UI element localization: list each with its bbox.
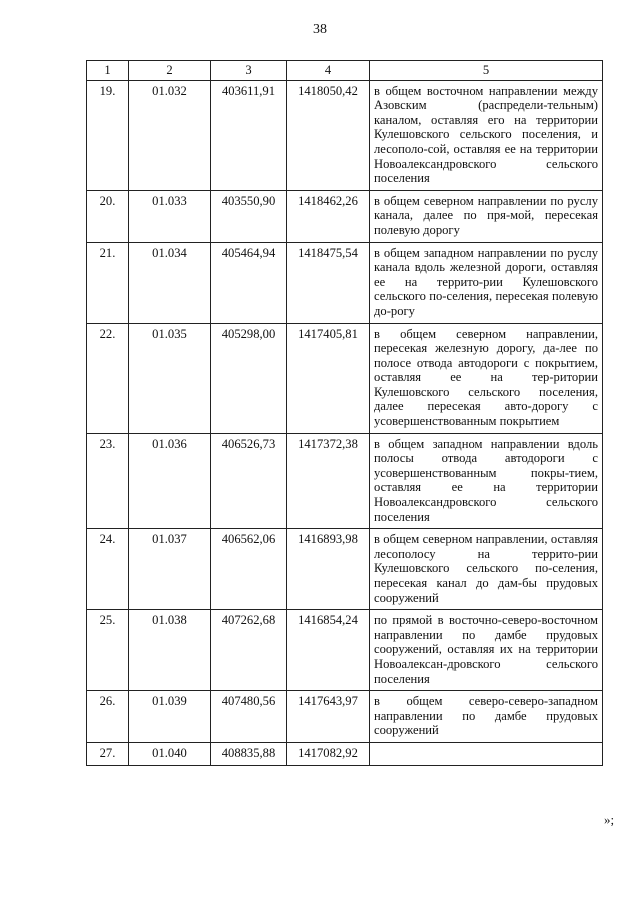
table-row — [87, 323, 603, 433]
row-number: 21. — [87, 242, 129, 323]
point-code: 01.040 — [129, 742, 211, 765]
point-code: 01.032 — [129, 80, 211, 190]
row-number: 25. — [87, 610, 129, 691]
row-number: 22. — [87, 323, 129, 433]
column-header-1: 1 — [87, 61, 129, 81]
coordinate-y: 1417643,97 — [287, 691, 370, 743]
coordinate-x: 405464,94 — [211, 242, 287, 323]
point-code: 01.035 — [129, 323, 211, 433]
point-code: 01.034 — [129, 242, 211, 323]
coordinate-y: 1418050,42 — [287, 80, 370, 190]
table-row — [87, 190, 603, 242]
coordinate-x: 408835,88 — [211, 742, 287, 765]
table-header-row — [87, 61, 603, 81]
coordinate-y: 1417082,92 — [287, 742, 370, 765]
page-number: 38 — [313, 22, 327, 37]
coordinate-y: 1416893,98 — [287, 529, 370, 610]
closing-quote-mark: »; — [604, 812, 615, 827]
column-header-4: 4 — [287, 61, 370, 81]
row-number: 27. — [87, 742, 129, 765]
boundary-description — [370, 742, 603, 765]
boundary-description: в общем восточном направлении между Азовским (распредели-тельным) каналом, оставляя его на территории Кулешовского сельского поселения, и лесополо-сой, оставляя ее на территории Новоалександровского сельского поселения — [370, 80, 603, 190]
table-row — [87, 80, 603, 190]
coordinate-x: 403611,91 — [211, 80, 287, 190]
row-number: 19. — [87, 80, 129, 190]
row-number: 26. — [87, 691, 129, 743]
table-row — [87, 242, 603, 323]
table-row — [87, 529, 603, 610]
point-code: 01.039 — [129, 691, 211, 743]
boundary-description: в общем северном направлении, оставляя лесополосу на террито-рии Кулешовского сельского по-селения, пересекая канал до дам-бы прудовых сооружений — [370, 529, 603, 610]
coordinate-y: 1417372,38 — [287, 433, 370, 529]
coordinate-x: 406526,73 — [211, 433, 287, 529]
table-row — [87, 742, 603, 765]
column-header-3: 3 — [211, 61, 287, 81]
coordinate-x: 407262,68 — [211, 610, 287, 691]
boundary-description: в общем северо-северо-западном направлении по дамбе прудовых сооружений — [370, 691, 603, 743]
boundary-description: в общем северном направлении по руслу канала, далее по пря-мой, пересекая полевую дорогу — [370, 190, 603, 242]
boundary-description: в общем западном направлении по руслу канала вдоль железной дороги, оставляя ее на террито-рии Кулешовского сельского по-селения, пересекая полевую до-рогу — [370, 242, 603, 323]
point-code: 01.037 — [129, 529, 211, 610]
point-code: 01.036 — [129, 433, 211, 529]
boundary-description: по прямой в восточно-северо-восточном направлении по дамбе прудовых сооружений, оставляя их на территории Новоалексан-дровского сельского поселения — [370, 610, 603, 691]
table-row — [87, 433, 603, 529]
coordinate-x: 406562,06 — [211, 529, 287, 610]
coordinate-y: 1418475,54 — [287, 242, 370, 323]
column-header-2: 2 — [129, 61, 211, 81]
table-row — [87, 691, 603, 743]
coordinate-y: 1418462,26 — [287, 190, 370, 242]
boundary-description: в общем северном направлении, пересекая железную дорогу, да-лее по полосе отвода автодороги с покрытием, оставляя ее на тер-ритории Кулешовского сельского поселения, далее пересекая авто-дорогу с усовершенствованным покрытием — [370, 323, 603, 433]
row-number: 20. — [87, 190, 129, 242]
boundary-description: в общем западном направлении вдоль полосы отвода автодороги с усовершенствованным покры-тием, оставляя ее на территории Новоалександровского сельского поселения — [370, 433, 603, 529]
column-header-5: 5 — [370, 61, 603, 81]
coordinate-y: 1416854,24 — [287, 610, 370, 691]
table-row — [87, 610, 603, 691]
row-number: 24. — [87, 529, 129, 610]
coordinate-x: 407480,56 — [211, 691, 287, 743]
point-code: 01.038 — [129, 610, 211, 691]
boundary-table — [86, 60, 603, 766]
point-code: 01.033 — [129, 190, 211, 242]
coordinate-x: 403550,90 — [211, 190, 287, 242]
coordinate-y: 1417405,81 — [287, 323, 370, 433]
row-number: 23. — [87, 433, 129, 529]
coordinate-x: 405298,00 — [211, 323, 287, 433]
